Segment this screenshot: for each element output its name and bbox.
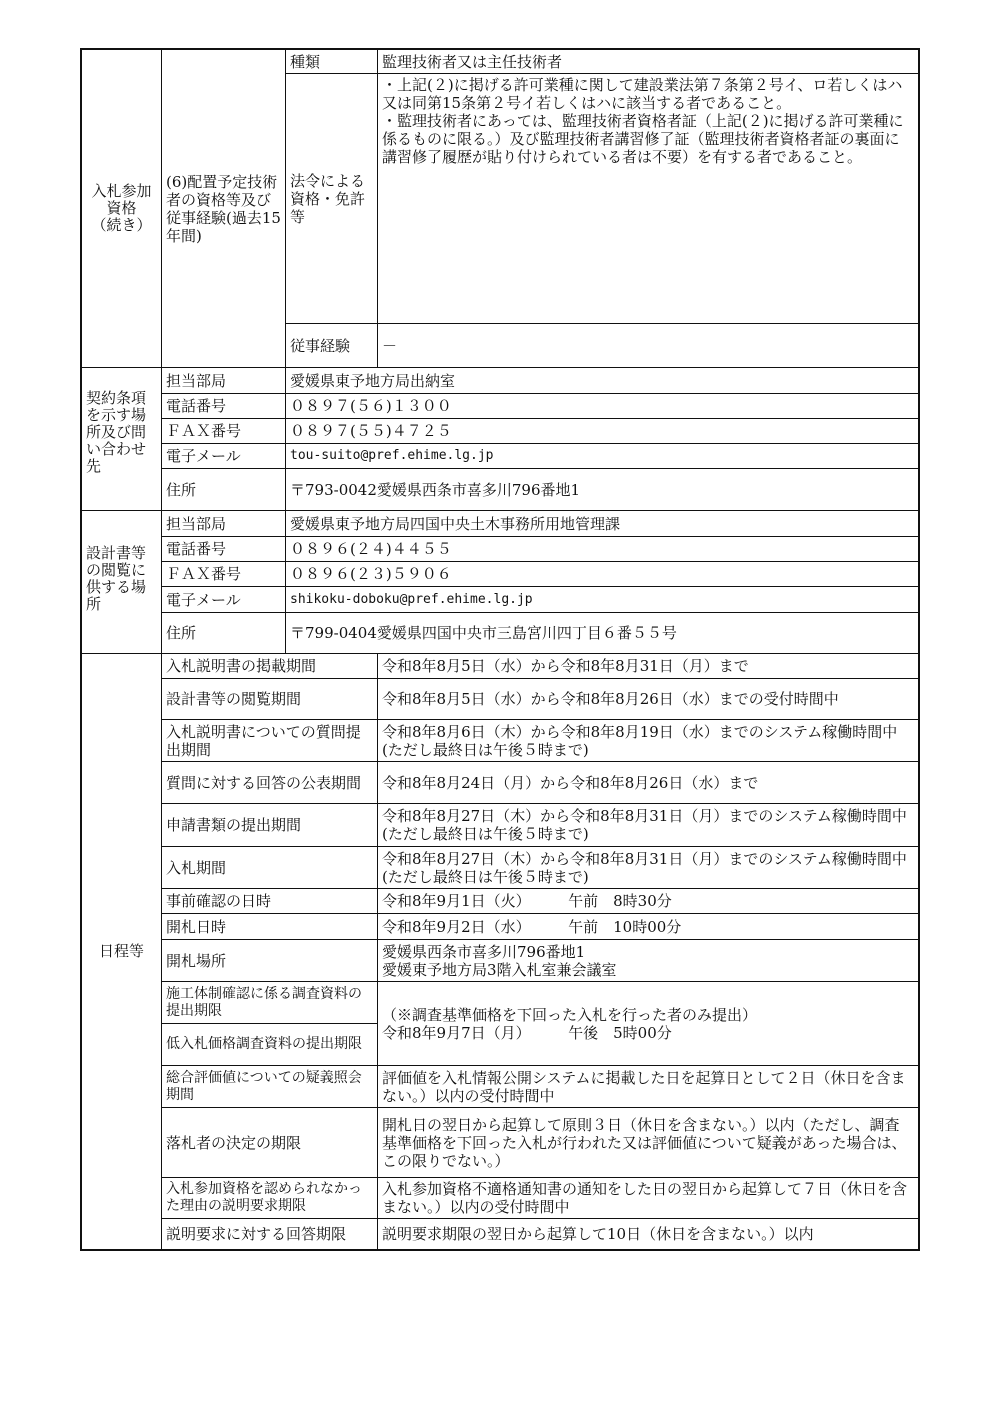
contact-email-value: tou-suito@pref.ehime.lg.jp	[290, 448, 494, 463]
contact-dept-label: 担当部局	[166, 371, 227, 390]
design-label-cell	[162, 613, 286, 654]
schedule-label-cell	[162, 1024, 378, 1066]
design-phone-value: ０８９６(２４)４４５５	[290, 540, 452, 558]
schedule-value-cell	[378, 1108, 918, 1178]
contact-dept-value: 愛媛県東予地方局出納室	[290, 371, 456, 390]
schedule-value-cell	[378, 720, 918, 762]
contact-label-cell	[162, 469, 286, 511]
design-value-cell	[286, 562, 918, 587]
design-dept-value: 愛媛県東予地方局四国中央土木事務所用地管理課	[290, 514, 621, 533]
experience-value: －	[382, 336, 398, 355]
schedule-label-cell	[162, 982, 378, 1024]
section-design-label: 設計書等の閲覧に供する場所	[86, 544, 147, 613]
experience-label: 従事経験	[290, 336, 351, 355]
design-address-label: 住所	[166, 624, 197, 642]
contact-address-label: 住所	[166, 480, 197, 499]
schedule-value: 開札日の翌日から起算して原則３日（休日を含まない。）以内（ただし、調査基準価格を下回った入札が行われた又は評価値について疑義があった場合は、この限りでない。）	[382, 1115, 907, 1170]
schedule-value: 入札参加資格不適格通知書の通知をした日の翌日から起算して７日（休日を含まない。）以内の受付時間中	[382, 1180, 908, 1216]
law-label-cell	[286, 74, 378, 324]
section-contact-label: 契約条項を示す場所及び問い合わせ先	[86, 389, 147, 475]
section-qualification	[82, 50, 162, 368]
contact-value-cell	[286, 419, 918, 444]
schedule-label-cell	[162, 847, 378, 889]
contact-label-cell	[162, 368, 286, 394]
section-schedule-label: 日程等	[98, 942, 144, 960]
schedule-value-cell	[378, 804, 918, 847]
design-email-value: shikoku-doboku@pref.ehime.lg.jp	[290, 591, 533, 607]
schedule-value-cell	[378, 1219, 918, 1249]
schedule-value: 令和8年8月5日（水）から令和8年8月26日（水）までの受付時間中	[382, 690, 839, 708]
design-value-cell	[286, 613, 918, 654]
design-phone-label: 電話番号	[166, 540, 227, 558]
schedule-label: 低入札価格調査資料の提出期限	[166, 1036, 362, 1052]
schedule-label: 施工体制確認に係る調査資料の提出期限	[166, 985, 362, 1019]
schedule-value: 令和8年8月24日（月）から令和8年8月26日（水）まで	[382, 773, 759, 792]
section-schedule	[82, 654, 162, 1249]
design-value-cell	[286, 537, 918, 562]
design-label-cell	[162, 511, 286, 537]
schedule-label: 入札参加資格を認められなかった理由の説明要求期限	[166, 1181, 362, 1214]
experience-value-cell	[378, 324, 918, 368]
design-value-cell	[286, 587, 918, 613]
schedule-value: 令和8年8月5日（水）から令和8年8月31日（月）まで	[382, 657, 749, 675]
schedule-label: 事前確認の日時	[166, 892, 272, 910]
schedule-label: 総合評価値についての疑義照会期間	[166, 1069, 362, 1103]
law-value-cell	[378, 74, 918, 324]
contact-phone-label: 電話番号	[166, 397, 227, 415]
schedule-label: 開札日時	[166, 917, 227, 936]
schedule-label: 入札説明書の掲載期間	[166, 657, 317, 675]
schedule-label-cell	[162, 762, 378, 804]
schedule-value: 令和8年8月27日（木）から令和8年8月31日（月）までのシステム稼働時間中(ただし最終日は午後５時まで)	[382, 849, 907, 886]
contact-fax-label: ＦＡＸ番号	[166, 422, 242, 440]
contact-value-cell	[286, 394, 918, 419]
contact-phone-value: ０８９７(５６)１３００	[290, 397, 452, 415]
schedule-value: 令和8年8月27日（木）から令和8年8月31日（月）までのシステム稼働時間中(ただし最終日は午後５時まで)	[382, 807, 907, 843]
schedule-value: 令和8年8月6日（木）から令和8年8月19日（水）までのシステム稼働時間中(ただし最終日は午後５時まで)	[382, 722, 898, 759]
contact-address-value: 〒793-0042愛媛県西条市喜多川796番地1	[290, 480, 581, 499]
schedule-label-cell	[162, 1178, 378, 1219]
schedule-value: 令和8年9月2日（水） 午前 10時00分	[382, 917, 682, 936]
qualification-subsection-label: (6)配置予定技術者の資格等及び従事経験(過去15年間)	[166, 172, 281, 245]
schedule-label-cell	[162, 804, 378, 847]
schedule-label-cell	[162, 654, 378, 679]
schedule-value: 令和8年9月1日（火） 午前 8時30分	[382, 892, 672, 910]
design-fax-label: ＦＡＸ番号	[166, 565, 242, 583]
contact-label-cell	[162, 394, 286, 419]
schedule-label-cell	[162, 940, 378, 982]
schedule-value-cell	[378, 914, 918, 940]
contact-value-cell	[286, 469, 918, 511]
type-value-cell	[378, 50, 918, 74]
schedule-merged-value: （※調査基準価格を下回った入札を行った者のみ提出） 令和8年9月7日（月） 午後 5時00分	[382, 1005, 758, 1042]
document-table	[80, 48, 920, 1251]
experience-label-cell	[286, 324, 378, 368]
schedule-value-cell	[378, 654, 918, 679]
law-label: 法令による資格・免許等	[290, 171, 366, 226]
section-contact	[82, 368, 162, 511]
design-fax-value: ０８９６(２３)５９０６	[290, 565, 452, 583]
schedule-label: 設計書等の閲覧期間	[166, 690, 302, 708]
design-dept-label: 担当部局	[166, 514, 227, 533]
section-qualification-label: 入札参加 資格 （続き）	[91, 182, 152, 234]
design-address-value: 〒799-0404愛媛県四国中央市三島宮川四丁目６番５５号	[290, 624, 677, 642]
schedule-label: 入札説明書についての質問提出期間	[166, 722, 361, 759]
schedule-label: 落札者の決定の期限	[166, 1133, 302, 1152]
type-label-cell	[286, 50, 378, 74]
schedule-label: 説明要求に対する回答期限	[166, 1225, 347, 1243]
schedule-label: 質問に対する回答の公表期間	[166, 773, 362, 792]
schedule-label-cell	[162, 720, 378, 762]
law-value: ・上記(２)に掲げる許可業種に関して建設業法第７条第２号イ、ロ若しくはハ又は同第15条第２号イ若しくはハに該当する者であること。 ・監理技術者にあっては、監理技術者資格者証（上記(２)に掲げる許可業種に係るものに限る。）及び監理技術者講習修了証（監理技術者資格者証の裏面に講習修了履歴が貼り付けられている者は不要）を有する者であること。	[382, 76, 904, 166]
schedule-label: 申請書類の提出期間	[166, 816, 302, 834]
schedule-value-cell	[378, 679, 918, 720]
type-value: 監理技術者又は主任技術者	[382, 52, 563, 71]
schedule-merged-value-cell	[378, 982, 918, 1066]
schedule-value-cell	[378, 847, 918, 889]
schedule-value: 愛媛県西条市喜多川796番地1 愛媛東予地方局3階入札室兼会議室	[382, 942, 617, 979]
section-design	[82, 511, 162, 654]
contact-label-cell	[162, 444, 286, 469]
contact-value-cell	[286, 444, 918, 469]
design-label-cell	[162, 562, 286, 587]
design-label-cell	[162, 537, 286, 562]
schedule-value: 評価値を入札情報公開システムに掲載した日を起算日として２日（休日を含まない。）以内の受付時間中	[382, 1068, 906, 1105]
contact-email-label: 電子メール	[166, 447, 241, 465]
schedule-label-cell	[162, 1219, 378, 1249]
schedule-label-cell	[162, 1108, 378, 1178]
qualification-subsection	[162, 50, 286, 368]
schedule-label-cell	[162, 1066, 378, 1108]
schedule-label-cell	[162, 889, 378, 914]
schedule-label-cell	[162, 914, 378, 940]
schedule-value: 説明要求期限の翌日から起算して10日（休日を含まない。）以内	[382, 1225, 814, 1243]
schedule-value-cell	[378, 1178, 918, 1219]
schedule-value-cell	[378, 762, 918, 804]
design-value-cell	[286, 511, 918, 537]
schedule-label: 入札期間	[166, 858, 227, 877]
schedule-label-cell	[162, 679, 378, 720]
design-email-label: 電子メール	[166, 590, 241, 609]
contact-value-cell	[286, 368, 918, 394]
contact-label-cell	[162, 419, 286, 444]
type-label: 種類	[290, 52, 321, 71]
contact-fax-value: ０８９７(５５)４７２５	[290, 422, 452, 440]
schedule-value-cell	[378, 889, 918, 914]
schedule-value-cell	[378, 1066, 918, 1108]
schedule-label: 開札場所	[166, 951, 227, 970]
schedule-value-cell	[378, 940, 918, 982]
design-label-cell	[162, 587, 286, 613]
